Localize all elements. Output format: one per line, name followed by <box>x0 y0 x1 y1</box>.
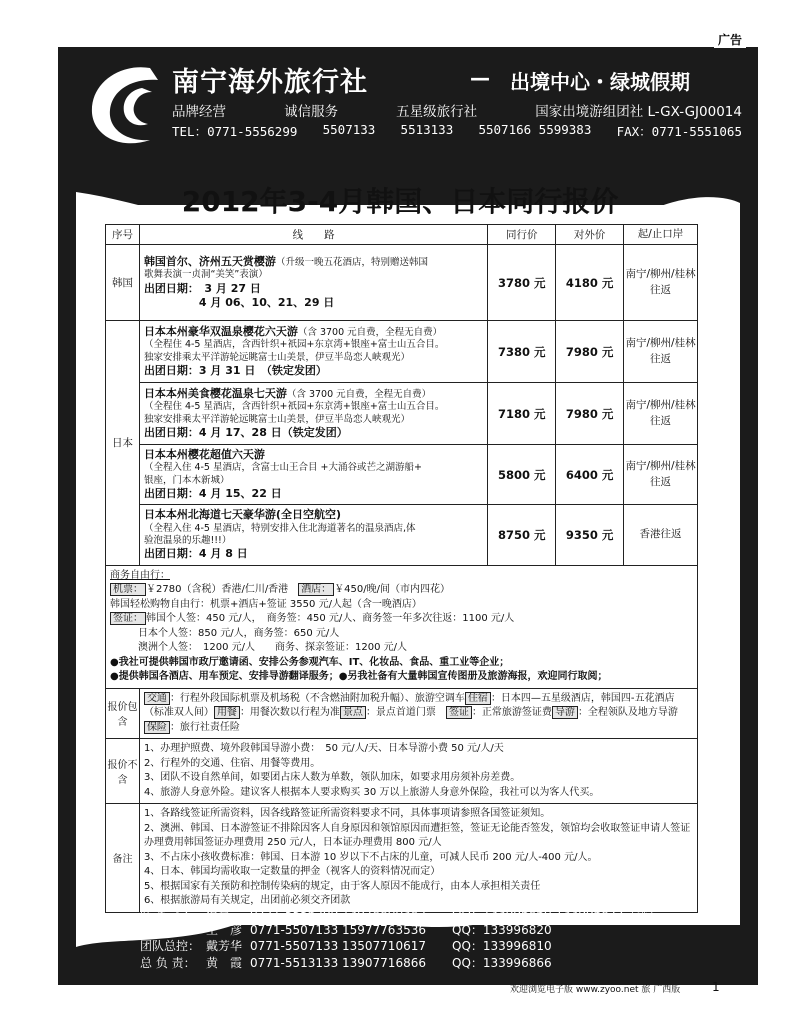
table-row <box>106 245 698 321</box>
table-row <box>106 383 698 445</box>
contact-row: 联 系 人： 侯慧兰 0771-5556299 13978800382 QQ：133996860 133996877（满） <box>140 907 661 921</box>
peer-price: 7380 元 <box>488 321 556 383</box>
port: 香港往返 <box>624 505 698 565</box>
price-table <box>105 224 698 913</box>
excludes-row <box>106 739 698 804</box>
route-cell: 韩国首尔、济州五天赏樱游（升级一晚五花酒店，特别赠送韩国 歌舞表演一贞洞“美笑”表演） 出团日期： 3 月 27 日 4 月 06、10、21、29 日 <box>139 245 487 321</box>
route-cell: 日本本州美食樱花温泉七天游（含 3700 元自费，全程无自费） （全程住 4-5 星酒店，含西针织+祇园+东京湾+银座+富士山五合目。 独家安排乘太平洋游轮远眺富士山美景，伊豆半岛恋人峡观光） 出团日期：4 月 17、28 日（铁定发团） <box>139 383 487 445</box>
includes-row <box>106 688 698 739</box>
footer-text: 欢迎浏览电子版 www.zyoo.net 旅 广西版 <box>510 985 681 995</box>
tel-1: TEL：0771-5556299 <box>172 124 298 139</box>
tel-4: 5507166 5599383 <box>478 122 592 137</box>
page-title: 2012年3-4月韩国、日本同行报价 <box>181 185 619 218</box>
route-cell: 日本本州北海道七天豪华游(全日空航空) （全程入住 4-5 星酒店，特别安排入住北海道著名的温泉酒店,体 验泡温泉的乐趣!!!） 出团日期：4 月 8 日 <box>139 505 487 565</box>
tel-3: 5513133 <box>400 122 454 137</box>
contact-block <box>140 906 660 971</box>
peer-price: 7180 元 <box>488 383 556 445</box>
retail-price: 9350 元 <box>556 505 624 565</box>
agency-name: 南宁海外旅行社 <box>172 67 368 98</box>
slogan-row <box>172 100 742 120</box>
route-cell: 日本本州豪华双温泉樱花六天游（含 3700 元自费，全程无自费） （全程住 4-5 星酒店，含西针织+祇园+东京湾+银座+富士山五合目。 独家安排乘太平洋游轮远眺富士山美景，伊豆半岛恋人峡观光） 出团日期：3 月 31 日 （铁定发团） <box>139 321 487 383</box>
contact-row: 总 负 责： 黄 霞 0771-5513133 13907716866 QQ：133996866 <box>140 955 552 970</box>
peer-price: 5800 元 <box>488 445 556 505</box>
remarks-row <box>106 804 698 913</box>
port: 南宁/柳州/桂林往返 <box>624 383 698 445</box>
ad-label: 广告 <box>714 31 746 48</box>
col-port: 起/止口岸 <box>624 225 698 245</box>
header-dash: — <box>470 66 490 90</box>
swirl-logo-icon <box>80 58 172 150</box>
fax: FAX：0771-5551065 <box>616 124 742 139</box>
includes-label: 报价包含 <box>106 688 140 739</box>
contact-row: 团队总控： 戴芳华 0771-5507133 13507710617 QQ：133996810 <box>140 939 552 954</box>
excludes-label: 报价不含 <box>106 739 140 804</box>
retail-price: 6400 元 <box>556 445 624 505</box>
port: 南宁/柳州/桂林往返 <box>624 245 698 321</box>
retail-price: 7980 元 <box>556 321 624 383</box>
route-cell: 日本本州樱花超值六天游 （全程入住 4-5 星酒店，含富士山王合目 +大涌谷或芒之湖游船+ 银座，门本木新城） 出团日期：4 月 15、22 日 <box>139 445 487 505</box>
license-number: 国家出境游组团社 L-GX-GJ00014 <box>535 104 742 120</box>
business-travel-row <box>106 565 698 688</box>
retail-price: 4180 元 <box>556 245 624 321</box>
includes-text: 交通 ：行程外段国际机票及机场税（不含燃油附加税升幅）、旅游空调车 住宿 ：日本四—五星级酒店，韩国四-五花酒店 （标准双人间） 用餐 ：用餐次数以行程为准 景点 ：景点首道门票 签证 ：正常旅游签证费 导游 ：全程领队及地方导游 保险 ：旅行社责任险 <box>139 688 697 739</box>
remarks-text: 1、各路线签证所需资料，因各线路签证所需资料要求不同，具体事项请参照各国签证须知。 2、澳洲、韩国、日本游签证不排除因客人自身原因和领馆原因而遭拒签，签证无论能否签发，领馆均会收取签证申请人签证办理费用韩国签证办理费用 250 元/人，日本证办理费用 800 元/人 3、不占床小孩收费标准：韩国、日本游 10 岁以下不占床的儿童，可减人民币 200 元/人-400 元/人。 4、日本、韩国均需收取一定数量的押金（视客人的资料情况而定） 5、根据国家有关预防和控制传染病的规定，由于客人原因不能成行，由本人承担相关责任 6、根据旅游局有关规定，出团前必须交齐团款 <box>139 804 697 913</box>
remarks-label: 备注 <box>106 804 140 913</box>
col-peer-price: 同行价 <box>488 225 556 245</box>
business-travel: 商务自由行： 机票： ￥2780（含税）香港/仁川/香港 酒店： ￥450/晚/间（市内四花） 韩国轻松购物自由行：机票+酒店+签证 3550 元/人起（含一晚酒店） 签证： 韩国个人签：450 元/人， 商务签：450 元/人、商务签一年多次往返：1100 元/人 日本个人签：850 元/人，商务签：650 元/人 澳洲个人签： 1200 元/人 商务、探亲签证：1200 元/人 ●我社可提供韩国市政厅邀请函、安排公务参观汽车、IT、化妆品、食品、重工业等企业； ●提供韩国各酒店、用车预定、安排导游翻译服务；●另我社备有大量韩国宣传图册及旅游海报，欢迎同行取阅； <box>106 565 698 688</box>
excludes-text: 1、办理护照费、境外段韩国导游小费： 50 元/人/天、日本导游小费 50 元/人/天 2、行程外的交通、住宿、用餐等费用。 3、团队不设自然单间，如要团占床人数为单数，领队加床，如要求用房须补房差费。 4、旅游人身意外险。建议客人根据本人要求购买 30 万以上旅游人身意外保险，我社可以为客人代买。 <box>139 739 697 804</box>
col-seq: 序号 <box>106 225 140 245</box>
table-row <box>106 321 698 383</box>
table-row <box>106 505 698 565</box>
peer-price: 3780 元 <box>488 245 556 321</box>
country-korea: 韩国 <box>106 245 140 321</box>
table-row <box>106 445 698 505</box>
page-number: 1 <box>712 980 720 994</box>
table-header <box>106 225 698 245</box>
port: 南宁/柳州/桂林往返 <box>624 321 698 383</box>
slogan-2: 诚信服务 <box>284 104 339 120</box>
tel-2: 5507133 <box>322 122 376 137</box>
peer-price: 8750 元 <box>488 505 556 565</box>
slogan-1: 品牌经营 <box>172 104 226 120</box>
retail-price: 7980 元 <box>556 383 624 445</box>
col-retail-price: 对外价 <box>556 225 624 245</box>
port: 南宁/柳州/桂林往返 <box>624 445 698 505</box>
country-japan: 日本 <box>106 321 140 566</box>
phone-row <box>172 122 742 140</box>
slogan-3: 五星级旅行社 <box>396 104 478 120</box>
col-route: 线 路 <box>139 225 487 245</box>
division-name: 出境中心・绿城假期 <box>510 70 690 94</box>
contact-row: 王 彦 0771-5507133 15977763536 QQ：133996820 <box>206 923 552 938</box>
